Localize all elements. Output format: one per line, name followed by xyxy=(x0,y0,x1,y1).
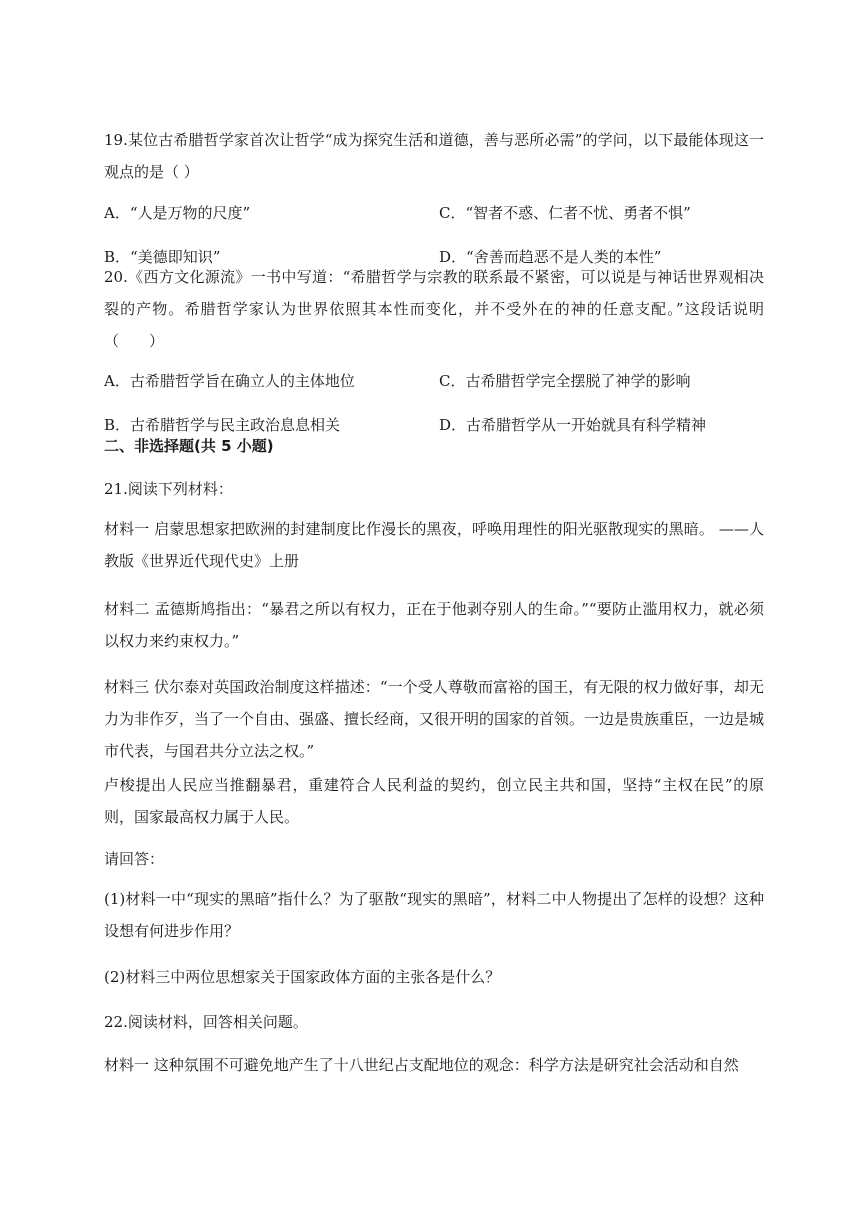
q22-intro: 22.阅读材料，回答相关问题。 xyxy=(104,1013,308,1031)
q19-option-a: A．“人是万物的尺度” xyxy=(104,204,251,222)
q19-stem: 19.某位古希腊哲学家首次让哲学“成为探究生活和道德，善与恶所必需”的学问，以下最能体现这一观点的是（ ） xyxy=(104,131,764,181)
q20-option-a: A．古希腊哲学旨在确立人的主体地位 xyxy=(104,372,355,390)
q20-stem: 20.《西方文化源流》一书中写道：“希腊哲学与宗教的联系最不紧密，可以说是与神话世界观相决裂的产物。希腊哲学家认为世界依照其本性而变化，并不受外在的神的任意支配。”这段话说明（ ） xyxy=(104,268,764,350)
q20-option-b: B．古希腊哲学与民主政治息息相关 xyxy=(104,416,341,434)
q21-prompt: 请回答： xyxy=(104,850,165,868)
q21-material-1: 材料一 启蒙思想家把欧洲的封建制度比作漫长的黑夜，呼唤用理性的阳光驱散现实的黑暗。 ——人教版《世界近代现代史》上册 xyxy=(104,520,764,570)
q21-subquestion-2: (2)材料三中两位思想家关于国家政体方面的主张各是什么？ xyxy=(104,968,501,986)
q21-material-2: 材料二 孟德斯鸠指出：“暴君之所以有权力，正在于他剥夺别人的生命。”“要防止滥用权力，就必须以权力来约束权力。” xyxy=(104,600,764,650)
q21-material-3: 材料三 伏尔泰对英国政治制度这样描述：“一个受人尊敬而富裕的国王，有无限的权力做好事，却无力为非作歹，当了一个自由、强盛、擅长经商，又很开明的国家的首领。一边是贵族重臣，一边是城市代表，与国君共分立法之权。” xyxy=(104,678,765,760)
q19-option-d: D．“舍善而趋恶不是人类的本性” xyxy=(439,248,662,266)
q20-option-c: C．古希腊哲学完全摆脱了神学的影响 xyxy=(439,372,691,390)
q21-material-4: 卢梭提出人民应当推翻暴君，重建符合人民利益的契约，创立民主共和国，坚持“主权在民”的原则，国家最高权力属于人民。 xyxy=(104,776,764,826)
section-heading: 二、非选择题(共 5 小题) xyxy=(104,437,274,455)
q21-intro: 21.阅读下列材料： xyxy=(104,480,233,498)
q19-option-b: B．“美德即知识” xyxy=(104,248,221,266)
q20-option-d: D．古希腊哲学从一开始就具有科学精神 xyxy=(439,416,707,434)
q19-option-c: C．“智者不惑、仁者不忧、勇者不惧” xyxy=(439,204,691,222)
q22-material-1: 材料一 这种氛围不可避免地产生了十八世纪占支配地位的观念：科学方法是研究社会活动和自然 xyxy=(104,1056,739,1074)
q21-subquestion-1: (1)材料一中“现实的黑暗”指什么？为了驱散“现实的黑暗”，材料二中人物提出了怎样的设想？这种设想有何进步作用？ xyxy=(104,890,764,940)
